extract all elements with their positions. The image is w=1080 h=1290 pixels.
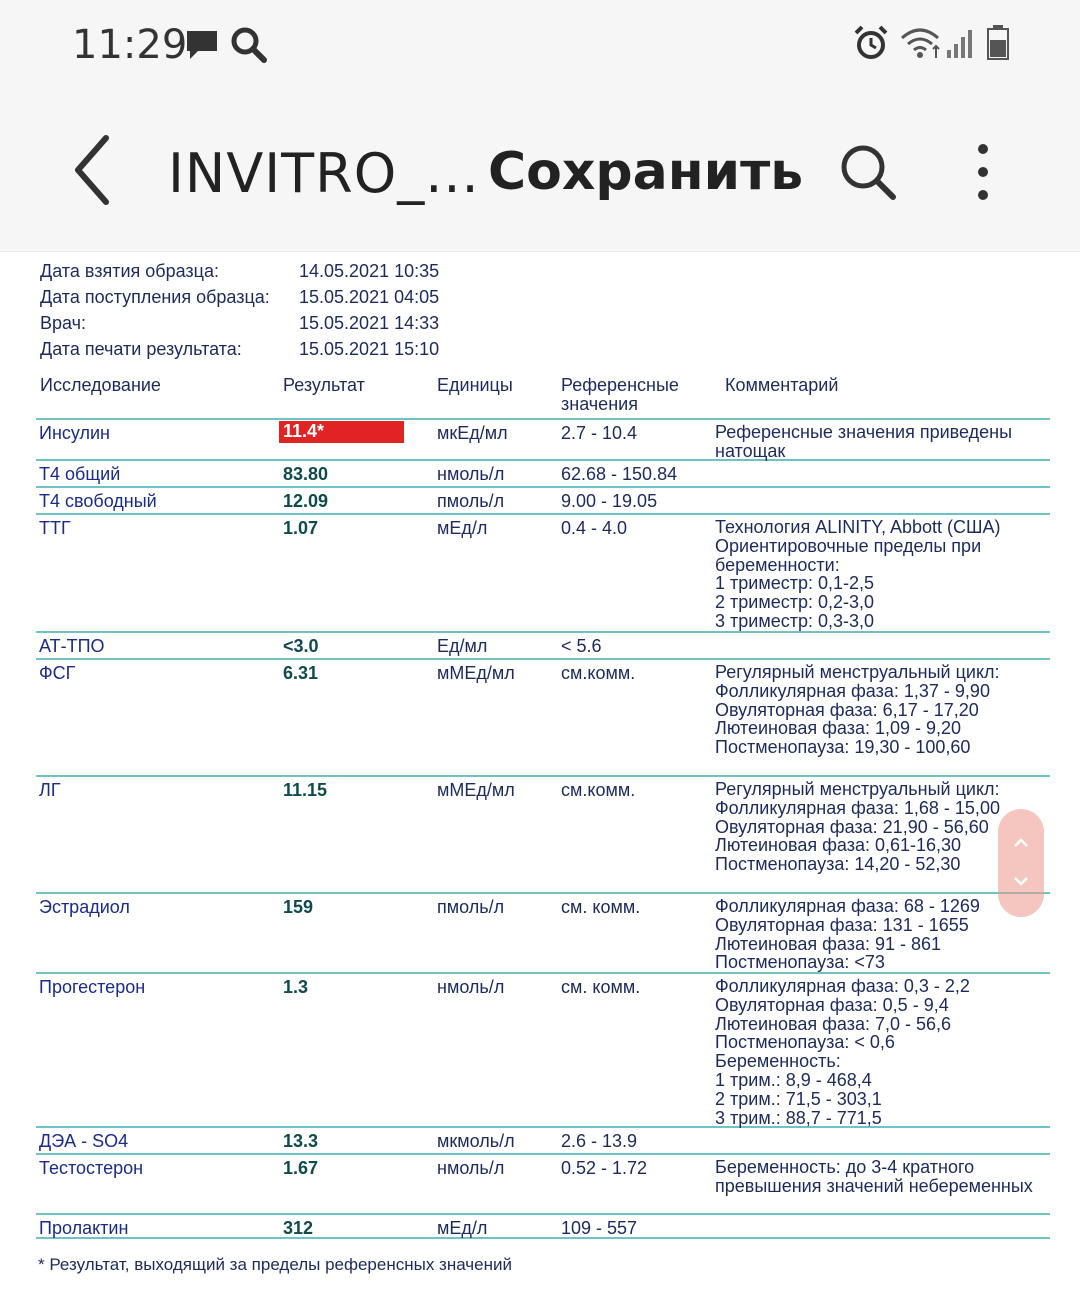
test-name: Прогестерон xyxy=(39,977,146,997)
comment-line: Регулярный менструальный цикл: xyxy=(715,779,1000,799)
meta-value: 15.05.2021 15:10 xyxy=(299,339,440,359)
test-units: мкЕд/мл xyxy=(437,423,508,443)
test-units: нмоль/л xyxy=(437,1158,505,1178)
search-button[interactable] xyxy=(836,140,900,204)
comment-line: Лютеиновая фаза: 0,61-16,30 xyxy=(715,835,962,856)
table-row xyxy=(36,488,1050,515)
test-name: Пролактин xyxy=(39,1218,129,1238)
test-units: пмоль/л xyxy=(437,897,505,917)
meta-label: Врач: xyxy=(40,313,87,333)
test-result: 13.3 xyxy=(283,1131,319,1151)
test-result: 159 xyxy=(283,897,314,917)
test-reference: 62.68 - 150.84 xyxy=(561,464,678,484)
table-row xyxy=(36,515,1050,633)
test-result: <3.0 xyxy=(283,636,319,656)
comment-line: Постменопауза: 14,20 - 52,30 xyxy=(715,854,961,875)
test-units: мМЕд/мл xyxy=(437,780,515,800)
table-row xyxy=(36,777,1050,894)
test-comment xyxy=(715,663,1000,757)
comment-line: Постменопауза: 19,30 - 100,60 xyxy=(715,737,971,758)
test-name: Тестостерон xyxy=(39,1158,144,1178)
scroll-up-icon[interactable] xyxy=(1011,833,1031,853)
footnote: * Результат, выходящий за пределы референсных значений xyxy=(38,1255,512,1274)
battery-icon xyxy=(986,24,1010,60)
scroll-down-icon[interactable] xyxy=(1011,871,1031,891)
test-units: нмоль/л xyxy=(437,977,505,997)
comment-line: беременности: xyxy=(715,554,840,575)
test-name: ТТГ xyxy=(39,518,71,538)
comment-line: Лютеиновая фаза: 1,09 - 9,20 xyxy=(715,718,962,739)
test-result: 1.67 xyxy=(283,1158,319,1178)
test-result: 11.15 xyxy=(283,780,328,800)
meta-label: Дата печати результата: xyxy=(40,339,242,359)
signal-icon xyxy=(946,28,974,58)
test-name: Т4 свободный xyxy=(39,491,157,511)
test-reference: см. комм. xyxy=(561,897,641,917)
header-result: Результат xyxy=(283,375,365,395)
search-icon xyxy=(230,26,268,64)
test-units: нмоль/л xyxy=(437,464,505,484)
comment-line: Беременность: xyxy=(715,1051,841,1072)
comment-line: натощак xyxy=(715,440,786,461)
test-units: мЕд/л xyxy=(437,518,488,538)
test-result: 11.4* xyxy=(279,421,404,443)
test-name: АТ-ТПО xyxy=(39,636,105,656)
test-name: ДЭА - SO4 xyxy=(39,1131,129,1151)
comment-line: Ориентировочные пределы при xyxy=(715,535,982,556)
test-name: ФСГ xyxy=(39,663,76,683)
test-comment xyxy=(715,977,970,1127)
status-bar xyxy=(0,0,1080,90)
comment-line: Фолликулярная фаза: 1,37 - 9,90 xyxy=(715,680,990,701)
test-comment xyxy=(715,518,1000,631)
table-row xyxy=(36,1215,1050,1239)
table-row xyxy=(36,1128,1050,1155)
test-reference: 2.7 - 10.4 xyxy=(561,423,638,443)
document-view[interactable] xyxy=(0,253,1080,1290)
test-reference: 0.52 - 1.72 xyxy=(561,1158,648,1178)
test-name: Эстрадиол xyxy=(39,897,130,917)
test-reference: 2.6 - 13.9 xyxy=(561,1131,638,1151)
alarm-icon xyxy=(852,24,890,62)
table-row xyxy=(36,1155,1050,1215)
comment-line: Фолликулярная фаза: 68 - 1269 xyxy=(715,896,980,916)
comment-line: 2 триместр: 0,2-3,0 xyxy=(715,592,875,613)
test-name: ЛГ xyxy=(39,780,61,800)
test-result: 1.07 xyxy=(283,518,319,538)
comment-line: Фолликулярная фаза: 0,3 - 2,2 xyxy=(715,976,970,996)
test-reference: см. комм. xyxy=(561,977,641,997)
comment-line: Лютеиновая фаза: 91 - 861 xyxy=(715,933,942,954)
comment-line: Референсные значения приведены xyxy=(715,422,1013,442)
test-comment xyxy=(715,897,980,972)
comment-line: 3 триместр: 0,3-3,0 xyxy=(715,610,875,631)
comment-line: 3 трим.: 88,7 - 771,5 xyxy=(715,1107,882,1128)
comment-line: Овуляторная фаза: 21,90 - 56,60 xyxy=(715,816,989,837)
header-comment: Комментарий xyxy=(725,375,839,395)
table-row xyxy=(36,633,1050,660)
save-button[interactable]: Сохранить xyxy=(488,142,804,202)
more-options-button[interactable] xyxy=(965,140,1001,204)
comment-line: Овуляторная фаза: 131 - 1655 xyxy=(715,914,969,935)
test-result: 12.09 xyxy=(283,491,329,511)
header-name: Исследование xyxy=(40,375,161,395)
test-reference: 9.00 - 19.05 xyxy=(561,491,658,511)
comment-line: 1 триместр: 0,1-2,5 xyxy=(715,573,875,594)
document-title: INVITRO_... xyxy=(168,142,480,205)
test-comment xyxy=(715,780,1000,874)
test-units: пмоль/л xyxy=(437,491,505,511)
test-comment xyxy=(715,423,1012,461)
table-row xyxy=(36,894,1050,974)
test-reference: 0.4 - 4.0 xyxy=(561,518,628,538)
table-row xyxy=(36,660,1050,777)
test-result: 312 xyxy=(283,1218,314,1238)
comment-line: Овуляторная фаза: 6,17 - 17,20 xyxy=(715,699,979,720)
back-button[interactable] xyxy=(60,130,130,210)
meta-value: 15.05.2021 14:33 xyxy=(299,313,440,333)
status-time: 11:29 xyxy=(72,22,188,68)
comment-line: Регулярный менструальный цикл: xyxy=(715,662,1000,682)
wifi-icon xyxy=(900,26,944,60)
comment-line: Овуляторная фаза: 0,5 - 9,4 xyxy=(715,994,949,1015)
test-reference: 109 - 557 xyxy=(561,1218,638,1238)
test-units: мМЕд/мл xyxy=(437,663,515,683)
test-name: Инсулин xyxy=(39,423,110,443)
test-name: Т4 общий xyxy=(39,464,121,484)
scroll-control[interactable] xyxy=(998,809,1044,917)
meta-label: Дата взятия образца: xyxy=(40,261,219,281)
header-ref-line1: Референсные xyxy=(561,375,679,395)
comment-line: Беременность: до 3-4 кратного xyxy=(715,1157,975,1177)
message-icon xyxy=(184,28,220,62)
comment-line: превышения значений небеременных xyxy=(715,1175,1033,1196)
test-units: Ед/мл xyxy=(437,636,488,656)
test-result: 83.80 xyxy=(283,464,329,484)
table-row xyxy=(36,418,1050,461)
comment-line: 1 трим.: 8,9 - 468,4 xyxy=(715,1069,872,1090)
test-comment xyxy=(715,1158,1033,1196)
test-reference: см.комм. xyxy=(561,663,636,683)
test-units: мкмоль/л xyxy=(437,1131,515,1151)
test-result: 6.31 xyxy=(283,663,319,683)
meta-value: 14.05.2021 10:35 xyxy=(299,261,440,281)
app-bar xyxy=(0,90,1080,252)
test-result: 1.3 xyxy=(283,977,309,997)
table-row xyxy=(36,974,1050,1128)
meta-value: 15.05.2021 04:05 xyxy=(299,287,440,307)
comment-line: Постменопауза: <73 xyxy=(715,952,885,973)
header-units: Единицы xyxy=(437,375,513,395)
test-units: мЕд/л xyxy=(437,1218,488,1238)
comment-line: Лютеиновая фаза: 7,0 - 56,6 xyxy=(715,1013,952,1034)
table-row xyxy=(36,461,1050,488)
test-reference: см.комм. xyxy=(561,780,636,800)
comment-line: Постменопауза: < 0,6 xyxy=(715,1032,895,1053)
comment-line: Фолликулярная фаза: 1,68 - 15,00 xyxy=(715,797,1000,818)
test-reference: < 5.6 xyxy=(561,636,602,656)
meta-label: Дата поступления образца: xyxy=(40,287,270,307)
comment-line: Технология ALINITY, Abbott (США) xyxy=(715,517,1001,537)
comment-line: 2 трим.: 71,5 - 303,1 xyxy=(715,1088,882,1109)
header-ref-line2: значения xyxy=(561,394,638,414)
